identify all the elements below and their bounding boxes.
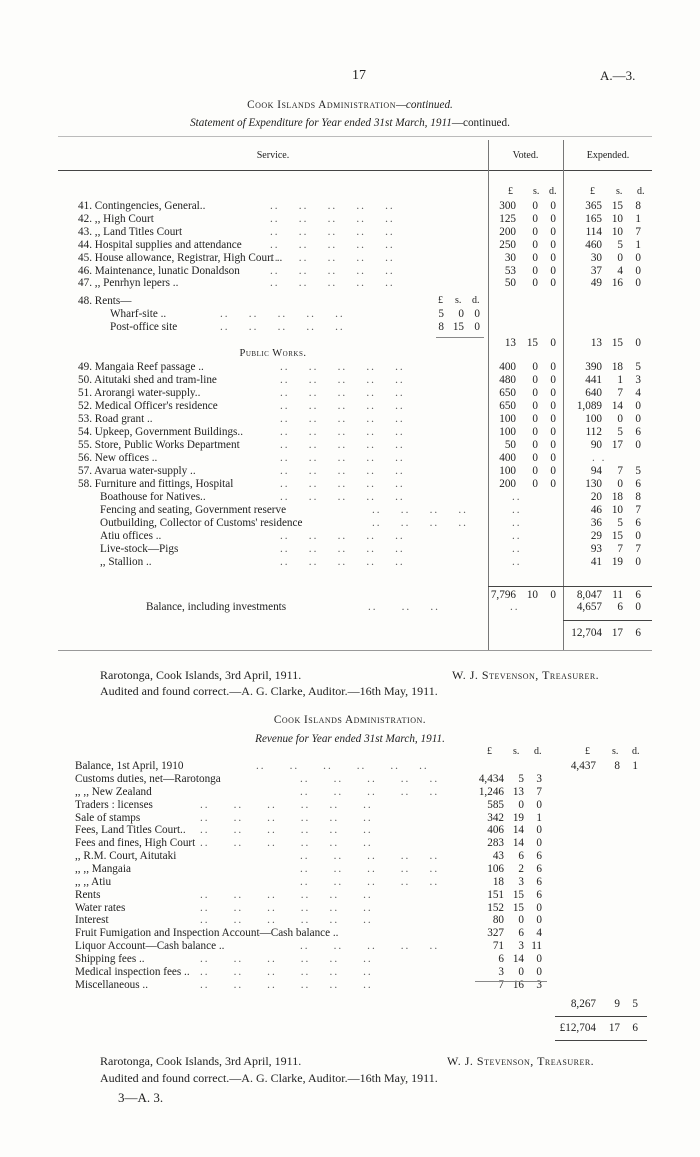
revenue-grand-rule bbox=[555, 1016, 647, 1017]
table-row: 52. Medical Officer's residence .. .. .. .. .. 650 0 0 1,089 14 0 bbox=[78, 400, 641, 412]
table-row: Water rates .. .. .. .. .. .. 152 15 0 bbox=[75, 901, 542, 914]
signoff2-treasurer: W. J. Stevenson, Treasurer. bbox=[447, 1054, 595, 1068]
table-row: 41. Contingencies, General.. .. .. .. .. .. 300 0 0 365 15 8 bbox=[78, 200, 641, 212]
balance-investments-row: Balance, including investments .. .. .. .. 4,657 6 0 bbox=[146, 601, 641, 613]
signoff2-place: Rarotonga, Cook Islands, 3rd April, 1911. bbox=[100, 1054, 302, 1068]
page-reference: A.—3. bbox=[600, 68, 636, 83]
table-row: ,, ,, Mangaia .. .. .. .. .. 106 2 6 bbox=[75, 862, 542, 875]
table-row: Medical inspection fees .. .. .. .. .. .. .. 3 0 0 bbox=[75, 965, 542, 978]
table-row: Rents .. .. .. .. .. .. 151 15 6 bbox=[75, 888, 542, 901]
table-row: Post-office site .. .. .. .. .. 8 15 0 bbox=[110, 321, 480, 333]
table-row: Fruit Fumigation and Inspection Account—Cash balance .. 327 6 4 bbox=[75, 927, 542, 940]
rents-row: 48. Rents— £ s. d. bbox=[78, 295, 480, 307]
revenue-sum-row: 8,267 9 5 bbox=[570, 998, 638, 1010]
table-row: Atiu offices .. .. .. .. .. .. .. 29 15 0 bbox=[100, 530, 641, 542]
service-column-header: Service. bbox=[256, 150, 290, 161]
table-row: 49. Mangaia Reef passage .. .. .. .. .. .. 400 0 0 390 18 5 bbox=[78, 361, 641, 373]
table-row: ,, ,, Atiu .. .. .. .. .. 18 3 6 bbox=[75, 875, 542, 888]
sheet-signature: 3—A. 3. bbox=[118, 1090, 164, 1105]
table-row: Fees, Land Titles Court.. .. .. .. .. .. .. 406 14 0 bbox=[75, 824, 542, 837]
totals-rule bbox=[488, 586, 652, 587]
table-row: 56. New offices .. .. .. .. .. .. 400 0 0 . . bbox=[78, 452, 607, 464]
table-row: Customs duties, net—Rarotonga .. .. .. .. .. 4,434 5 3 bbox=[75, 773, 542, 785]
expenditure-grand-total-row: 12,704 17 6 bbox=[571, 627, 641, 639]
table-row: 55. Store, Public Works Department .. .. .. .. .. 50 0 0 90 17 0 bbox=[78, 439, 641, 451]
signoff-place: Rarotonga, Cook Islands, 3rd April, 1911. bbox=[100, 668, 302, 682]
expended-column-header: Expended. bbox=[586, 150, 630, 161]
table-row: 43. ,, Land Titles Court .. .. .. .. .. 200 0 0 114 10 7 bbox=[78, 225, 641, 238]
table-row: 53. Road grant .. .. .. .. .. .. 100 0 0 100 0 0 bbox=[78, 413, 641, 425]
table-row: Traders : licenses .. .. .. .. .. .. 585 0 0 bbox=[75, 798, 542, 811]
table-row: Sale of stamps .. .. .. .. .. .. 342 19 1 bbox=[75, 811, 542, 824]
table-row: 44. Hospital supplies and attendance .. .. .. .. .. 250 0 0 460 5 1 bbox=[78, 238, 641, 251]
revenue-balance-row: Balance, 1st April, 1910 .. .. .. .. .. .. 4,437 8 1 bbox=[75, 760, 638, 772]
expenditure-total-row: 7,796 10 0 8,047 11 6 bbox=[490, 589, 641, 601]
grand-total-rule bbox=[563, 620, 652, 621]
table-row: 51. Arorangi water-supply.. .. .. .. .. .. 650 0 0 640 7 4 bbox=[78, 387, 641, 399]
signoff-audit: Audited and found correct.—A. G. Clarke, Auditor.—16th May, 1911. bbox=[100, 684, 438, 698]
table-row: 54. Upkeep, Government Buildings.. .. .. .. .. .. 100 0 0 112 5 6 bbox=[78, 426, 641, 438]
table-row: Miscellaneous .. .. .. .. .. .. .. 7 16 3 bbox=[75, 978, 542, 991]
public-works-heading: Public Works. bbox=[239, 348, 307, 359]
voted-column-header: Voted. bbox=[512, 150, 539, 161]
table-top-rule bbox=[58, 136, 652, 137]
units-row: £ s. d. £ s. d. bbox=[508, 186, 645, 197]
table-row: Outbuilding, Collector of Customs' residence .. .. .. .. .. 36 5 6 bbox=[100, 517, 641, 529]
signoff-treasurer: W. J. Stevenson, Treasurer. bbox=[452, 668, 600, 682]
table-row: 58. Furniture and fittings, Hospital .. .. .. .. .. 200 0 0 130 0 6 bbox=[78, 478, 641, 490]
table-row: ,, R.M. Court, Aitutaki .. .. .. .. .. 43 6 6 bbox=[75, 850, 542, 863]
table-row: 50. Aitutaki shed and tram-line .. .. .. .. .. 480 0 0 441 1 3 bbox=[78, 374, 641, 386]
page-number: 17 bbox=[352, 68, 366, 83]
revenue-subtitle: Revenue for Year ended 31st March, 1911. bbox=[255, 733, 445, 745]
revenue-units-row: £ s. d. £ s. d. bbox=[487, 746, 640, 757]
table-row: Boathouse for Natives.. .. .. .. .. .. .. 20 18 8 bbox=[100, 491, 641, 503]
table-row: 47. ,, Penrhyn lepers .. .. .. .. .. .. 50 0 0 49 16 0 bbox=[78, 277, 641, 290]
table-bottom-rule bbox=[58, 650, 652, 651]
revenue-subtotal-rule bbox=[475, 981, 547, 982]
table-row: Liquor Account—Cash balance .. .. .. .. .. .. 71 3 11 bbox=[75, 940, 542, 953]
revenue-title: Cook Islands Administration. bbox=[273, 714, 427, 726]
table-row: Wharf-site .. .. .. .. .. .. 5 0 0 bbox=[110, 308, 480, 320]
expenditure-title: Cook Islands Administration—continued. bbox=[247, 99, 453, 111]
rents-total-row: 13 15 0 13 15 0 bbox=[504, 337, 641, 349]
table-row: 57. Avarua water-supply .. .. .. .. .. .. 100 0 0 94 7 5 bbox=[78, 465, 641, 477]
table-row: Shipping fees .. .. .. .. .. .. .. 6 14 0 bbox=[75, 952, 542, 965]
table-row: 42. ,, High Court .. .. .. .. .. 125 0 0 165 10 1 bbox=[78, 212, 641, 225]
table-row: Fencing and seating, Government reserve .. .. .. .. .. 46 10 7 bbox=[100, 504, 641, 516]
table-row: 45. House allowance, Registrar, High Court .. .. .. .. .. .. 30 0 0 30 0 0 bbox=[78, 251, 641, 264]
signoff2-audit: Audited and found correct.—A. G. Clarke, Auditor.—16th May, 1911. bbox=[100, 1071, 438, 1085]
table-row: Fees and fines, High Court .. .. .. .. .. .. 283 14 0 bbox=[75, 837, 542, 850]
table-row: Live-stock—Pigs .. .. .. .. .. .. 93 7 7 bbox=[100, 543, 641, 555]
table-row: 46. Maintenance, lunatic Donaldson .. .. .. .. .. 53 0 0 37 4 0 bbox=[78, 264, 641, 277]
revenue-grand-total-row: £12,704 17 6 bbox=[559, 1022, 638, 1034]
revenue-grand-underline bbox=[555, 1040, 647, 1041]
table-row: Interest .. .. .. .. .. .. 80 0 0 bbox=[75, 914, 542, 927]
table-row: ,, Stallion .. .. .. .. .. .. .. 41 19 0 bbox=[100, 556, 641, 568]
expenditure-subtitle: Statement of Expenditure for Year ended 31st March, 1911—continued. bbox=[190, 117, 510, 129]
table-row: ,, ,, New Zealand .. .. .. .. .. 1,246 13 7 bbox=[75, 785, 542, 798]
